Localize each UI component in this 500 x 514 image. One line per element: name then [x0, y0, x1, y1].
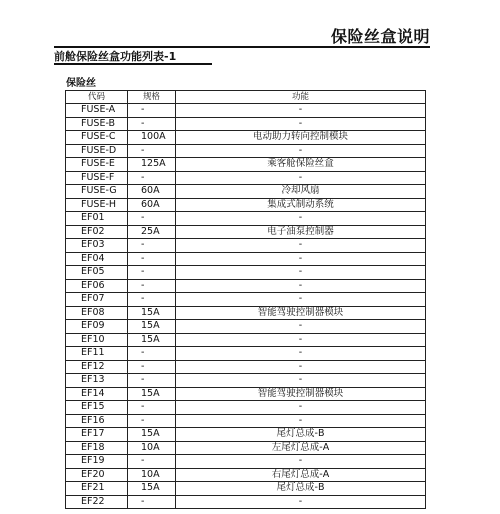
table-row [66, 495, 426, 509]
cell-function: - [176, 239, 426, 253]
cell-function: 乘客舱保险丝盒 [176, 158, 426, 172]
table-row [66, 171, 426, 185]
cell-code: EF18 [66, 441, 128, 455]
cell-rating: 15A [128, 428, 176, 442]
cell-function: - [176, 104, 426, 118]
cell-function: - [176, 266, 426, 280]
cell-function: - [176, 252, 426, 266]
table-row [66, 333, 426, 347]
cell-code: FUSE-G [66, 185, 128, 199]
cell-code: EF09 [66, 320, 128, 334]
cell-rating: - [128, 360, 176, 374]
section-title: 前舱保险丝盒功能列表-1 [54, 50, 177, 63]
cell-code: EF17 [66, 428, 128, 442]
table-row [66, 252, 426, 266]
cell-function: - [176, 320, 426, 334]
table-row [66, 279, 426, 293]
cell-rating: 15A [128, 320, 176, 334]
cell-rating: 125A [128, 158, 176, 172]
cell-code: FUSE-B [66, 117, 128, 131]
cell-function: 电子油泵控制器 [176, 225, 426, 239]
table-row [66, 225, 426, 239]
cell-function: 右尾灯总成-A [176, 468, 426, 482]
cell-function: - [176, 117, 426, 131]
cell-rating: 15A [128, 482, 176, 496]
cell-code: FUSE-F [66, 171, 128, 185]
cell-code: FUSE-A [66, 104, 128, 118]
cell-function: - [176, 347, 426, 361]
fuse-table [65, 90, 426, 509]
table-header-row [66, 91, 426, 104]
cell-code: FUSE-H [66, 198, 128, 212]
cell-rating: 15A [128, 333, 176, 347]
cell-rating: - [128, 171, 176, 185]
sub-title: 保险丝 [66, 78, 96, 89]
cell-code: EF01 [66, 212, 128, 226]
cell-function: - [176, 401, 426, 415]
table-row [66, 455, 426, 469]
table-row [66, 482, 426, 496]
table-row [66, 414, 426, 428]
cell-code: EF02 [66, 225, 128, 239]
cell-rating: - [128, 347, 176, 361]
cell-function: - [176, 455, 426, 469]
table-row [66, 266, 426, 280]
table-row [66, 212, 426, 226]
cell-function: - [176, 374, 426, 388]
cell-code: EF20 [66, 468, 128, 482]
cell-rating: - [128, 117, 176, 131]
cell-rating: 25A [128, 225, 176, 239]
header-rating: 规格 [128, 91, 176, 104]
cell-code: EF05 [66, 266, 128, 280]
table-row [66, 104, 426, 118]
cell-code: EF13 [66, 374, 128, 388]
cell-rating: - [128, 455, 176, 469]
cell-code: EF22 [66, 495, 128, 509]
cell-code: EF19 [66, 455, 128, 469]
cell-code: EF10 [66, 333, 128, 347]
table-row [66, 131, 426, 145]
cell-function: - [176, 171, 426, 185]
table-row [66, 387, 426, 401]
table-row [66, 374, 426, 388]
table-row [66, 158, 426, 172]
table-row [66, 306, 426, 320]
cell-code: EF04 [66, 252, 128, 266]
cell-code: FUSE-E [66, 158, 128, 172]
table-row [66, 320, 426, 334]
cell-rating: - [128, 212, 176, 226]
table-row [66, 468, 426, 482]
cell-rating: - [128, 266, 176, 280]
table-body [66, 104, 426, 509]
cell-rating: - [128, 239, 176, 253]
cell-code: EF11 [66, 347, 128, 361]
cell-rating: 60A [128, 185, 176, 199]
cell-function: 智能驾驶控制器模块 [176, 306, 426, 320]
cell-function: 冷却风扇 [176, 185, 426, 199]
cell-code: FUSE-D [66, 144, 128, 158]
cell-function: - [176, 279, 426, 293]
section-divider [54, 63, 212, 65]
cell-rating: 60A [128, 198, 176, 212]
cell-code: EF12 [66, 360, 128, 374]
cell-code: EF16 [66, 414, 128, 428]
cell-function: 智能驾驶控制器模块 [176, 387, 426, 401]
cell-code: EF06 [66, 279, 128, 293]
header-function: 功能 [176, 91, 426, 104]
cell-rating: - [128, 374, 176, 388]
cell-rating: 10A [128, 441, 176, 455]
cell-function: 尾灯总成-B [176, 428, 426, 442]
cell-function: - [176, 212, 426, 226]
cell-rating: - [128, 293, 176, 307]
cell-code: EF03 [66, 239, 128, 253]
table-row [66, 401, 426, 415]
table-row [66, 185, 426, 199]
cell-rating: 10A [128, 468, 176, 482]
cell-code: EF07 [66, 293, 128, 307]
cell-rating: - [128, 414, 176, 428]
cell-function: 左尾灯总成-A [176, 441, 426, 455]
cell-rating: - [128, 279, 176, 293]
table-row [66, 441, 426, 455]
cell-rating: - [128, 144, 176, 158]
table-row [66, 117, 426, 131]
header-code: 代码 [66, 91, 128, 104]
cell-function: - [176, 333, 426, 347]
cell-function: - [176, 414, 426, 428]
cell-function: - [176, 360, 426, 374]
table-row [66, 144, 426, 158]
cell-rating: - [128, 495, 176, 509]
cell-function: - [176, 495, 426, 509]
cell-function: 电动助力转向控制模块 [176, 131, 426, 145]
cell-code: EF08 [66, 306, 128, 320]
table-row [66, 360, 426, 374]
cell-rating: - [128, 104, 176, 118]
cell-rating: - [128, 252, 176, 266]
cell-rating: 15A [128, 387, 176, 401]
cell-function: - [176, 293, 426, 307]
table-row [66, 198, 426, 212]
cell-code: EF21 [66, 482, 128, 496]
cell-function: - [176, 144, 426, 158]
table-row [66, 428, 426, 442]
cell-code: EF14 [66, 387, 128, 401]
cell-code: EF15 [66, 401, 128, 415]
cell-function: 集成式制动系统 [176, 198, 426, 212]
cell-rating: 100A [128, 131, 176, 145]
table-row [66, 293, 426, 307]
cell-rating: 15A [128, 306, 176, 320]
document-title: 保险丝盒说明 [330, 27, 430, 46]
cell-rating: - [128, 401, 176, 415]
cell-code: FUSE-C [66, 131, 128, 145]
table-row [66, 239, 426, 253]
table-row [66, 347, 426, 361]
cell-function: 尾灯总成-B [176, 482, 426, 496]
